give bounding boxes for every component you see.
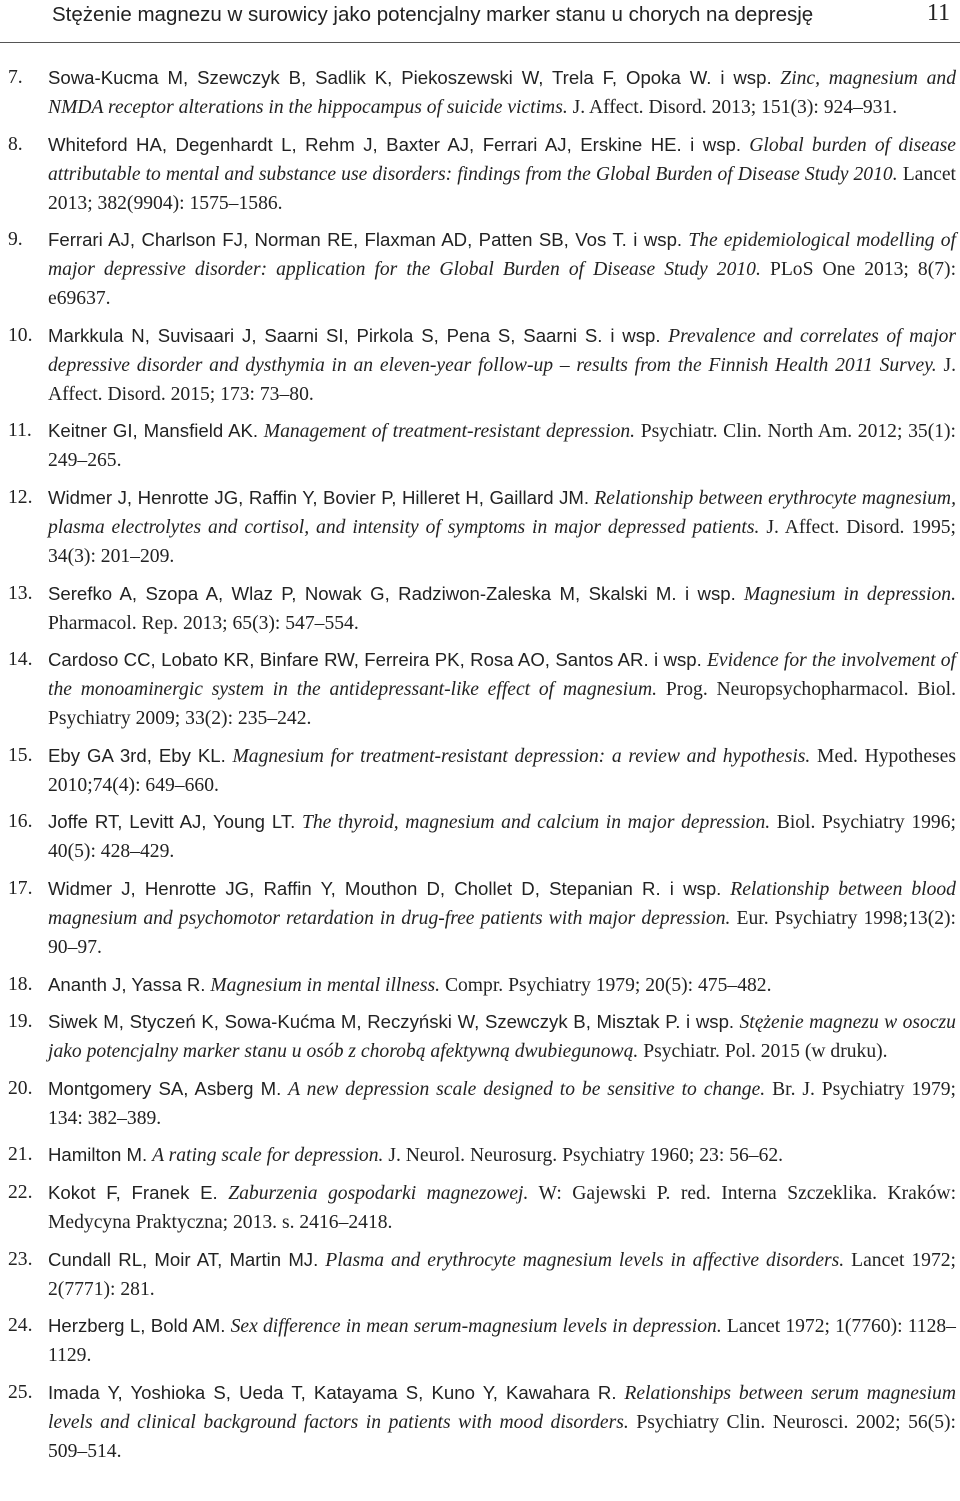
reference-authors: Hamilton M.: [48, 1144, 148, 1166]
reference-number: 22.: [8, 1181, 33, 1203]
reference-number: 24.: [8, 1315, 33, 1337]
reference-source: Prog. Neuropsychopharmacol. Biol. Psychiatry 2009; 33(2): 235–242.: [48, 679, 956, 730]
reference-title: Magnesium for treatment-resistant depression: a review and hypothesis.: [232, 745, 811, 767]
reference-source: Lancet 1972; 2(7771): 281.: [48, 1249, 956, 1300]
reference-item: [0, 874, 960, 962]
reference-item: [0, 1140, 960, 1170]
reference-item: [0, 741, 960, 800]
reference-title: Relationship between erythrocyte magnesium, plasma electrolytes and cortisol, and intensity of symptoms in major depressed patients.: [48, 487, 956, 538]
reference-list: [0, 63, 960, 1473]
reference-authors: Ananth J, Yassa R.: [48, 973, 206, 995]
reference-source: Br. J. Psychiatry 1979; 134: 382–389.: [48, 1078, 956, 1129]
reference-item: [0, 807, 960, 866]
reference-item: [0, 645, 960, 733]
reference-authors: Sowa-Kucma M, Szewczyk B, Sadlik K, Piekoszewski W, Trela F, Opoka W. i wsp.: [48, 67, 772, 88]
reference-authors: Siwek M, Styczeń K, Sowa-Kućma M, Reczyński W, Szewczyk B, Misztak P. i wsp.: [48, 1011, 735, 1033]
reference-source: Psychiatry Clin. Neurosci. 2002; 56(5): 509–514.: [48, 1411, 956, 1462]
reference-number: 18.: [8, 973, 33, 995]
reference-title: Relationship between blood magnesium and psychomotor retardation in drug-free patients with major depression.: [48, 878, 956, 929]
reference-title: Evidence for the involvement of the monoaminergic system in the antidepressant-like effect of magnesium.: [48, 650, 956, 701]
reference-authors: Whiteford HA, Degenhardt L, Rehm J, Baxter AJ, Ferrari AJ, Erskine HE. i wsp.: [48, 133, 742, 155]
reference-title: A rating scale for depression.: [152, 1145, 384, 1167]
reference-authors: Joffe RT, Levitt AJ, Young LT.: [48, 811, 296, 833]
reference-number: 21.: [8, 1144, 33, 1166]
reference-title: Relationships between serum magnesium levels and clinical background factors in patients with mood disorders.: [48, 1382, 956, 1433]
header-title: Stężenie magnezu w surowicy jako potencjalny marker stanu u chorych na depresję: [52, 3, 814, 26]
reference-authors: Kokot F, Franek E.: [48, 1181, 218, 1203]
reference-authors: Eby GA 3rd, Eby KL.: [48, 744, 226, 766]
reference-source: Biol. Psychiatry 1996; 40(5): 428–429.: [48, 812, 956, 863]
reference-item: [0, 1007, 960, 1066]
reference-number: 15.: [8, 744, 33, 766]
reference-source: J. Affect. Disord. 2015; 173: 73–80.: [48, 354, 957, 405]
reference-authors: Ferrari AJ, Charlson FJ, Norman RE, Flaxman AD, Patten SB, Vos T. i wsp.: [48, 229, 683, 251]
reference-authors: Imada Y, Yoshioka S, Ueda T, Katayama S, Kuno Y, Kawahara R.: [48, 1381, 617, 1403]
reference-number: 11.: [8, 420, 32, 442]
reference-item: [0, 579, 960, 638]
reference-number: 10.: [8, 324, 33, 346]
reference-title: Stężenie magnezu w osoczu jako potencjalny marker stanu u osób z chorobą afektywną dwubiegunową.: [48, 1012, 956, 1063]
reference-title: The thyroid, magnesium and calcium in major depression.: [301, 812, 771, 834]
reference-source: Lancet 1972; 1(7760): 1128–1129.: [48, 1316, 956, 1367]
reference-authors: Widmer J, Henrotte JG, Raffin Y, Mouthon D, Chollet D, Stepanian R. i wsp.: [48, 877, 722, 899]
reference-title: Prevalence and correlates of major depressive disorder and dysthymia in an eleven-year follow-up – results from the Finnish Health 2011 Survey.: [48, 325, 956, 376]
reference-item: [0, 1245, 960, 1304]
reference-source: J. Neurol. Neurosurg. Psychiatry 1960; 23: 56–62.: [388, 1145, 784, 1167]
reference-title: A new depression scale designed to be sensitive to change.: [288, 1078, 766, 1100]
reference-item: [0, 130, 960, 218]
reference-authors: Cardoso CC, Lobato KR, Binfare RW, Ferreira PK, Rosa AO, Santos AR. i wsp.: [48, 649, 702, 671]
reference-item: [0, 1178, 960, 1237]
reference-item: [0, 416, 960, 475]
reference-title: Sex difference in mean serum-magnesium levels in depression.: [230, 1316, 722, 1338]
reference-number: 25.: [8, 1381, 33, 1403]
reference-title: Plasma and erythrocyte magnesium levels in affective disorders.: [325, 1249, 845, 1271]
reference-title: Management of treatment-resistant depression.: [263, 421, 636, 443]
reference-item: [0, 63, 960, 122]
reference-item: [0, 1378, 960, 1466]
reference-source: Eur. Psychiatry 1998;13(2): 90–97.: [48, 907, 957, 958]
reference-title: Global burden of disease attributable to mental and substance use disorders: findings from the Global Burden of Disease Study 2010.: [48, 134, 957, 185]
reference-number: 19.: [8, 1011, 33, 1033]
header-rule: [0, 42, 960, 43]
reference-authors: Widmer J, Henrotte JG, Raffin Y, Bovier P, Hilleret H, Gaillard JM.: [48, 486, 590, 508]
reference-source: Pharmacol. Rep. 2013; 65(3): 547–554.: [48, 612, 359, 634]
reference-authors: Markkula N, Suvisaari J, Saarni SI, Pirkola S, Pena S, Saarni S. i wsp.: [48, 324, 661, 346]
reference-number: 7.: [8, 67, 23, 88]
reference-item: [0, 225, 960, 313]
reference-title: Magnesium in mental illness.: [210, 974, 441, 996]
reference-source: Compr. Psychiatry 1979; 20(5): 475–482.: [444, 974, 772, 996]
reference-source: Psychiatr. Pol. 2015 (w druku).: [643, 1041, 888, 1063]
reference-number: 16.: [8, 811, 33, 833]
reference-source: J. Affect. Disord. 2013; 151(3): 924–931.: [572, 97, 898, 118]
reference-item: [0, 483, 960, 571]
reference-number: 23.: [8, 1248, 33, 1270]
reference-item: [0, 970, 960, 1000]
page-number: 11: [926, 0, 950, 26]
reference-number: 9.: [8, 229, 23, 251]
reference-title: Zaburzenia gospodarki magnezowej.: [228, 1182, 529, 1204]
reference-source: J. Affect. Disord. 1995; 34(3): 201–209.: [48, 516, 956, 567]
reference-authors: Montgomery SA, Asberg M.: [48, 1077, 282, 1099]
reference-source: PLoS One 2013; 8(7): e69637.: [48, 259, 957, 310]
reference-item: [0, 321, 960, 409]
reference-number: 13.: [8, 582, 33, 604]
reference-title: Zinc, magnesium and NMDA receptor alterations in the hippocampus of suicide victims.: [48, 68, 956, 118]
reference-source: Med. Hypotheses 2010;74(4): 649–660.: [48, 745, 956, 796]
reference-title: The epidemiological modelling of major depressive disorder: application for the Global Burden of Disease Study 2010.: [48, 230, 956, 281]
reference-number: 20.: [8, 1077, 33, 1099]
running-header: [0, 0, 960, 45]
reference-source: W: Gajewski P. red. Interna Szczeklika. Kraków: Medycyna Praktyczna; 2013. s. 2416–2418.: [48, 1182, 957, 1233]
reference-item: [0, 1311, 960, 1370]
reference-title: Magnesium in depression.: [743, 583, 956, 605]
reference-item: [0, 1074, 960, 1133]
reference-number: 12.: [8, 486, 33, 508]
reference-source: Lancet 2013; 382(9904): 1575–1586.: [48, 163, 957, 214]
reference-authors: Herzberg L, Bold AM.: [48, 1315, 226, 1337]
reference-authors: Serefko A, Szopa A, Wlaz P, Nowak G, Radziwon-Zaleska M, Skalski M. i wsp.: [48, 582, 736, 604]
reference-number: 17.: [8, 877, 33, 899]
reference-number: 8.: [8, 133, 23, 155]
reference-source: Psychiatr. Clin. North Am. 2012; 35(1): 249–265.: [48, 421, 956, 472]
reference-authors: Cundall RL, Moir AT, Martin MJ.: [48, 1248, 319, 1270]
reference-authors: Keitner GI, Mansfield AK.: [48, 420, 259, 442]
reference-number: 14.: [8, 649, 33, 671]
